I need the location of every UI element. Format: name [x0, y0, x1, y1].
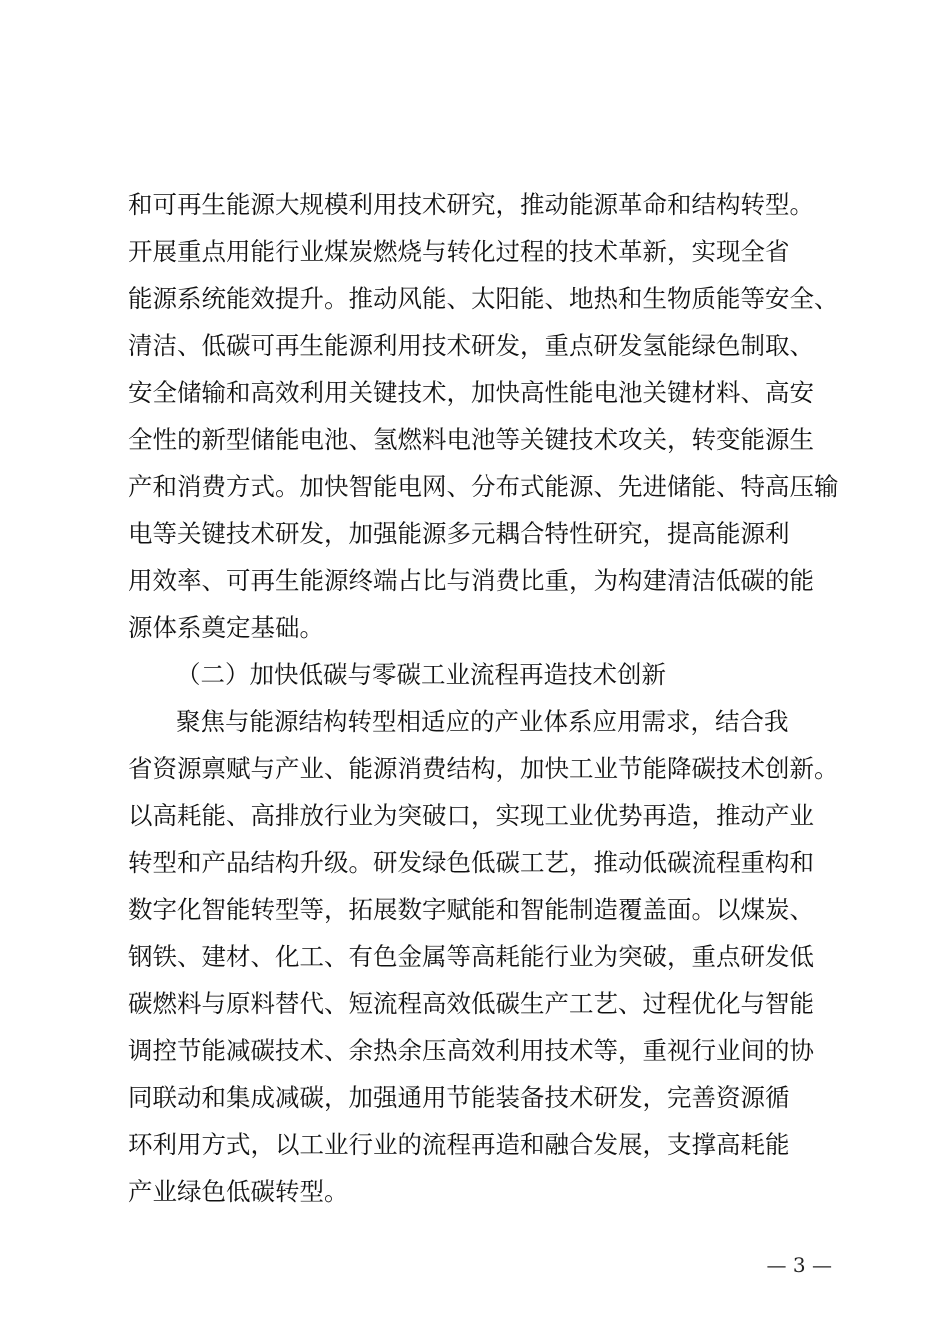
paragraph-line: 省资源禀赋与产业、能源消费结构，加快工业节能降碳技术创新。 — [128, 754, 839, 783]
section-heading: （二）加快低碳与零碳工业流程再造技术创新 — [176, 660, 666, 689]
paragraph-line: 用效率、可再生能源终端占比与消费比重，为构建清洁低碳的能 — [128, 566, 814, 595]
paragraph-line: 聚焦与能源结构转型相适应的产业体系应用需求，结合我 — [176, 707, 789, 736]
paragraph-line: 调控节能减碳技术、余热余压高效利用技术等，重视行业间的协 — [128, 1036, 814, 1065]
paragraph-line: 转型和产品结构升级。研发绿色低碳工艺，推动低碳流程重构和 — [128, 848, 814, 877]
paragraph-line: 以高耗能、高排放行业为突破口，实现工业优势再造，推动产业 — [128, 801, 814, 830]
paragraph-line: 同联动和集成减碳，加强通用节能装备技术研发，完善资源循 — [128, 1083, 790, 1112]
paragraph-line: 源体系奠定基础。 — [128, 613, 324, 642]
paragraph-line: 电等关键技术研发，加强能源多元耦合特性研究，提高能源利 — [128, 519, 790, 548]
paragraph-line: 钢铁、建材、化工、有色金属等高耗能行业为突破，重点研发低 — [128, 942, 814, 971]
paragraph-line: 清洁、低碳可再生能源利用技术研发，重点研发氢能绿色制取、 — [128, 331, 814, 360]
paragraph-line: 开展重点用能行业煤炭燃烧与转化过程的技术革新，实现全省 — [128, 237, 790, 266]
paragraph-line: 数字化智能转型等，拓展数字赋能和智能制造覆盖面。以煤炭、 — [128, 895, 814, 924]
paragraph-line: 和可再生能源大规模利用技术研究，推动能源革命和结构转型。 — [128, 190, 814, 219]
paragraph-line: 能源系统能效提升。推动风能、太阳能、地热和生物质能等安全、 — [128, 284, 839, 313]
paragraph-line: 环利用方式，以工业行业的流程再造和融合发展，支撑高耗能 — [128, 1130, 790, 1159]
paragraph-line: 碳燃料与原料替代、短流程高效低碳生产工艺、过程优化与智能 — [128, 989, 814, 1018]
page-number: — 3 — — [766, 1253, 832, 1277]
paragraph-line: 产和消费方式。加快智能电网、分布式能源、先进储能、特高压输 — [128, 472, 839, 501]
paragraph-line: 安全储输和高效利用关键技术，加快高性能电池关键材料、高安 — [128, 378, 814, 407]
paragraph-line: 产业绿色低碳转型。 — [128, 1177, 349, 1206]
paragraph-line: 全性的新型储能电池、氢燃料电池等关键技术攻关，转变能源生 — [128, 425, 814, 454]
